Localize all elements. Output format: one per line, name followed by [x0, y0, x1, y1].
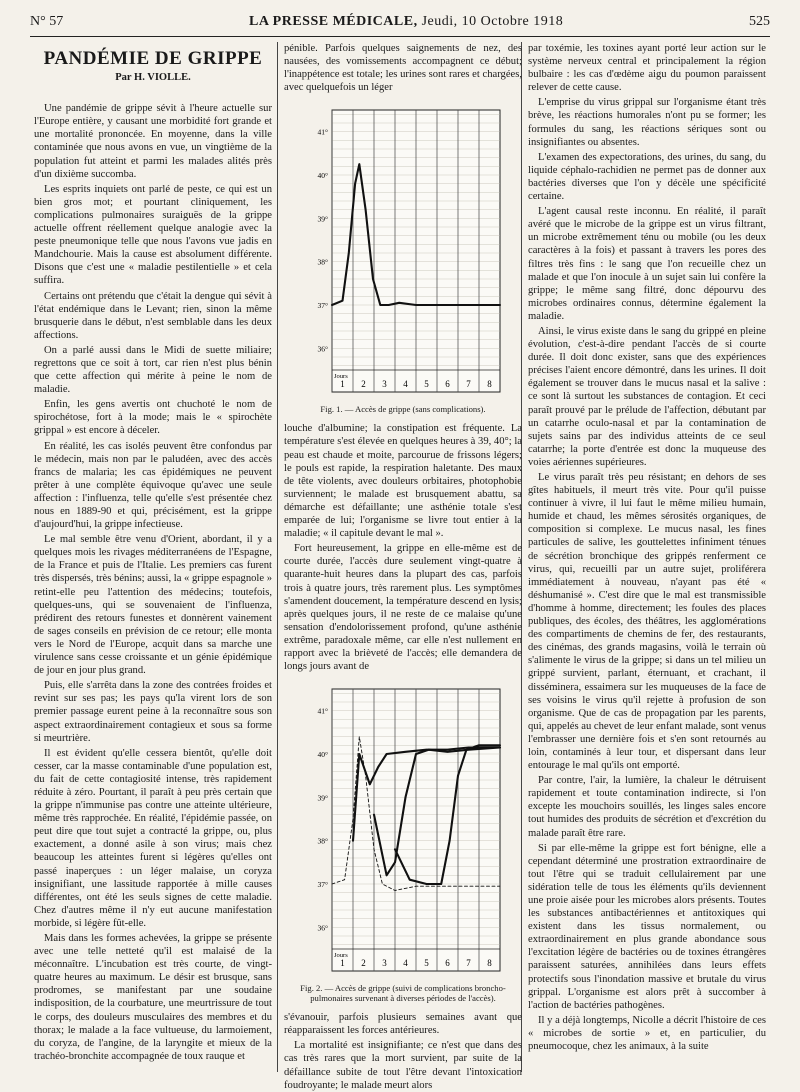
y-tick-label: 39°	[317, 214, 328, 224]
x-tick-label: 4	[403, 958, 408, 969]
y-tick-label: 40°	[317, 171, 328, 181]
figure-2-caption: Fig. 2. — Accès de grippe (suivi de complications broncho-pulmonaires survenant à diverses périodes de l'accès).	[300, 983, 506, 1004]
x-tick-label: 3	[382, 958, 387, 969]
paragraph: Par contre, l'air, la lumière, la chaleur le détruisent rapidement et toute contamination indirecte, si l'on excepte les mouchoirs souillés, les linges sales encore tout humides des produits de sécrétion et d'excrétion du malade paraît être rare.	[528, 775, 766, 839]
paragraph: On a parlé aussi dans le Midi de suette miliaire; regrettons que ce soit à tort, car rien n'est plus bénin que cette affection qui mérite à peine le nom de maladie.	[34, 344, 272, 396]
paragraph: Ainsi, le virus existe dans le sang du grippé en pleine évolution, c'est-à-dire pendant l'accès de si courte durée. Il doit donc exister, sans que des expériences précises l'aient encore démontré, dans les urines. Il doit également se trouver dans le mucus nasal et la salive : ce sont là surtout les substances de contagion. Et ceci paraît prouvé par le prélude de l'affection, débutant par un catarrhe oculo-nasal et par la contamination de sujets sains par des individus atteints de ce seul catarrhe; la porte d'entrée est donc la muqueuse des voies aériennes supérieures.	[528, 325, 766, 468]
figure-2	[298, 679, 508, 979]
x-axis-label: Jours	[334, 952, 348, 960]
x-tick-label: 2	[361, 379, 366, 390]
temperature-chart-1	[298, 100, 508, 400]
paragraph: Certains ont prétendu que c'était la dengue qui sévit à l'état endémique dans le Levant; rien, sinon la même brusquerie dans le début, n'est semblable dans les deux affections.	[34, 290, 272, 341]
column-divider	[277, 42, 278, 1072]
paragraph: En réalité, les cas isolés peuvent être confondus par le médecin, mais non par le paludéen, avec des accès francs de malaria; les cas épidémiques ne peuvent prêter à une complète équivoque qu'avec une seule affection : l'influenza, telle qu'elle s'est présentée chez nous en 1889-90 et qui, précisément, est la grippe d'aujourd'hui, la grippe infectieuse.	[34, 440, 272, 531]
x-tick-label: 1	[340, 379, 345, 390]
article-title: PANDÉMIE DE GRIPPE	[43, 48, 263, 69]
x-tick-label: 8	[487, 379, 492, 390]
x-tick-label: 1	[340, 958, 345, 969]
paragraph: Il est évident qu'elle cessera bientôt, qu'elle doit cesser, car la masse contaminable d'une population est, du fait de cette contagiosité intense, très rapidement réduite à zéro. Pourtant, il paraît à peu près certain que la grippe n'immunise pas contre une atteinte ultérieure, même très rapprochée. En réalité, l'épidémie passée, on peut dire que tout sujet a contracté la grippe, ou, plus exactement, a donné asile à son virus; mais chez beaucoup les atteintes furent si légères qu'elles ont passé inaperçues : un léger malaise, un coryza insignifiant, une lassitude rapportée à mille causes différentes, ont été les seuls signes de cette maladie. Chez d'autres même il n'y eut aucune manifestation morbide, si légère fût-elle.	[34, 747, 272, 929]
journal-title: LA PRESSE MÉDICALE, Jeudi, 10 Octobre 1918	[248, 14, 564, 29]
header-rule	[30, 36, 770, 37]
column-1	[34, 42, 272, 1072]
y-tick-label: 36°	[317, 344, 328, 354]
y-tick-label: 38°	[317, 258, 328, 268]
paragraph: L'agent causal reste inconnu. En réalité, il paraît avéré que le microbe de la grippe est un virus filtrant, un microbe extrêmement ténu ou mobile (ou les deux caractères à la fois) et passant à travers les pores des filtres très fins : le sang que l'on recueille chez un malade et que l'on inocule à un sujet sain lui confère la grippe; le même sang filtré, donc dépourvu des microbes ordinaires connus, détermine également la maladie.	[528, 206, 766, 322]
paragraph: Une pandémie de grippe sévit à l'heure actuelle sur l'Europe entière, y causant une morbidité fort grande et une mortalité prononcée. En moyenne, dans la ville contaminée que nous avons en vue, un vingtième de la population fut atteint et parmi les malades alités près d'un dixième succomba.	[34, 103, 272, 180]
y-tick-label: 38°	[317, 836, 328, 846]
paragraph: Puis, elle s'arrêta dans la zone des contrées froides et revint sur ses pas; les pays qu'la virent lors de son premier passage eurent peine à la reconnaître sous son aspect extraordinairement contagieux et sous sa forme si meurtrière.	[34, 680, 272, 744]
paragraph: L'emprise du virus grippal sur l'organisme étant très brève, les réactions humorales n'ont pu se former; les formules du sang, les réactions sériques sont ou insignifiantes ou absentes.	[528, 97, 766, 148]
y-tick-label: 41°	[317, 706, 328, 716]
y-tick-label: 36°	[317, 923, 328, 933]
paragraph: pénible. Parfois quelques saignements de nez, des nausées, des vomissements accompagnent ce début; l'inappétence est totale; les urines sont rares et chargées, avec quelquefois un léger	[284, 43, 522, 94]
paragraph: L'examen des expectorations, des urines, du sang, du liquide céphalo-rachidien ne permet pas de donner aux bactéries diverses que l'on y décèle une spécificité certaine.	[528, 151, 766, 203]
x-tick-label: 5	[424, 958, 429, 969]
x-tick-label: 5	[424, 379, 429, 390]
paragraph: Fort heureusement, la grippe en elle-même est de courte durée, l'accès dure seulement vingt-quatre à quarante-huit heures dans la plupart des cas, parfois trois à quatre jours, très rarement plus. Les symptômes s'amendent doucement, la température descend en lysis; après quelques jours, il ne reste de ce malaise qu'une sensation d'endolorissement profond, qu'une asthénie extrême, paradoxale même, car elle n'est nullement en rapport avec la brièveté de l'accès; elle demandera de longs jours avant de	[284, 543, 522, 673]
issue-number: N° 57	[30, 14, 64, 29]
paragraph: Le virus paraît très peu résistant; en dehors de ses gîtes habituels, il meurt très vite. Pour qu'il puisse continuer à vivre, il lui faut le même milieu humain, humide et chaud, les mêmes sérosités organiques, de composition si complexe. Le mucus nasal, les fines particules de salive, les gouttelettes infiniment ténues de sécrétion bronchique des grippés renferment ce virus, qui, recueilli par un autre sujet, proliférera immédiatement à nouveau, n'ayant pas été « déshumanisé ». C'est dire que le mal est transmissible d'homme à homme, directement; les foules des places publiques, des écoles, des théâtres, les agglomérations des compartiments de chemins de fer, des restaurants, des cinémas, des grands magasins, voilà le terrain où s'alimente le virus de la grippe; si dans un tel milieu un grippé survient, parlant, éternuant, et crachant, il disséminera, essaimera sur les muqueuses de la face de ses voisins le virus qu'il rejette à profusion de son organisme. Que de cas de propagation par les parents, qui, appelés au chevet de leur enfant malade, sont venus l'embrasser une dernière fois et s'en sont retournés au loin, contaminés à leur tour, et dispersant dans leur entourage le mal qu'ils ont emporté.	[528, 472, 766, 772]
y-tick-label: 41°	[317, 128, 328, 138]
paragraph: Les esprits inquiets ont parlé de peste, ce qui est un bien gros mot; et pourtant cliniquement, les complications pulmonaires suraiguës de la grippe actuelle offrent réellement quelque analogie avec la peste pneumonique telle que nous l'avons vue jadis en Mandchourie. Mais la cause est absolument différente. Disons que c'est une « maladie pestilentielle » et cela suffira.	[34, 183, 272, 287]
article-byline: Par H. VIOLLE.	[115, 72, 191, 84]
paragraph: Si par elle-même la grippe est fort bénigne, elle a cependant déterminé une prostration extraordinaire de tout l'être qui se traduit cellulairement par une sidération telle de tous les éléments qu'ils deviennent une proie aisée pour les microbes alors présents. Toutes les substances antibactériennes et antitoxiques qui existent dans les tissus normalement, ou extraordinairement en plus grande abondance sous l'excitation légère de bactéries ou de toxines étrangères paraissent saturées, annihilées dans leurs effets protectifs sous l'inondation massive et brutale du virus grippal. L'organisme est alors prêt à succomber à l'action de bactéries pathogènes.	[528, 842, 766, 1011]
paragraph: par toxémie, les toxines ayant porté leur action sur le système nerveux central et principalement la région bulbaire : les cas d'œdème aigu du poumon paraissent relever de cette cause.	[528, 43, 766, 94]
y-tick-label: 37°	[317, 301, 328, 311]
paragraph: s'évanouir, parfois plusieurs semaines avant que réapparaissent les forces antérieures.	[284, 1012, 522, 1037]
issue-date: Jeudi, 10 Octobre 1918	[421, 14, 564, 29]
y-tick-label: 40°	[317, 750, 328, 760]
figure-1	[298, 100, 508, 400]
running-header	[30, 10, 770, 34]
paragraph: Mais dans les formes achevées, la grippe se présente avec une telle netteté qu'il est malaisé de la méconnaître. L'incubation est très courte, de vingt-quatre heures au maximum. Le désir est brusque, sans prodromes, se manifestant par une soudaine indisposition, de la courbature, une meurtrissure de tout le corps, des douleurs musculaires des membres et du thorax; le malade a la face vultueuse, du larmoiement, du coryza, de l'angine, de la laryngite et mieux de la trachéo-bronchite accompagnée de toux rauque et	[34, 933, 272, 1062]
x-axis-label: Jours	[334, 373, 348, 381]
x-tick-label: 6	[445, 379, 450, 390]
column-3	[528, 42, 766, 1072]
page-number: 525	[749, 14, 770, 29]
paragraph: Le mal semble être venu d'Orient, abordant, il y a quelques mois les rivages méditerranéens de l'Espagne, de la France et puis de l'Italie. Les premiers cas furent très dispersés, très bénins; aussi, la « grippe espagnole » retint-elle peu l'attention des médecins; toutefois, quelques-uns, qui se souvenaient de l'influenza, prédirent des retours funestes et donnèrent vainement de sages conseils en prévision de ce retour; elle monta vers le Nord de l'Europe, acquit dans sa marche une virulence sans cesse croissante et un génie épidémique de jour en jour plus grand.	[34, 534, 273, 677]
figure-1-caption: Fig. 1. — Accès de grippe (sans complications).	[320, 404, 486, 415]
x-tick-label: 7	[466, 379, 471, 390]
temperature-chart-2	[298, 679, 508, 979]
column-2	[284, 42, 522, 1091]
paragraph: louche d'albumine; la constipation est fréquente. La température s'est élevée en quelques heures à 39, 40°; la peau est chaude et moite, parcourue de frissons légers; le pouls est rapide, la respiration haletante. Des maux de tête violents, avec douleurs orbitaires, photophobie surviennent; le malade est brusquement abattu, sa démarche est défaillante; une asthénie totale s'est emparée de lui; l'organisme se livre tout entier à la maladie; « il capitule devant le mal ».	[284, 423, 522, 540]
x-tick-label: 4	[403, 379, 408, 390]
paragraph: Il y a déjà longtemps, Nicolle a décrit l'histoire de ces « microbes de sortie » et, en particulier, du pneumocoque, chez les animaux, à la suite	[528, 1014, 766, 1053]
x-tick-label: 6	[445, 958, 450, 969]
paragraph: Enfin, les gens avertis ont chuchoté le nom de spirochétose, fort à la mode; mais le « spirochète grippal » est encore à déceler.	[34, 399, 272, 437]
y-tick-label: 39°	[317, 793, 328, 803]
y-tick-label: 37°	[317, 880, 328, 890]
paragraph: La mortalité est insignifiante; ce n'est que dans des cas très rares que la mort survient, par suite de la défaillance subite de tout l'être devant l'intoxication foudroyante; le malade meurt alors	[284, 1040, 522, 1091]
x-tick-label: 2	[361, 958, 366, 969]
x-tick-label: 8	[487, 958, 492, 969]
x-tick-label: 3	[382, 379, 387, 390]
x-tick-label: 7	[466, 958, 471, 969]
